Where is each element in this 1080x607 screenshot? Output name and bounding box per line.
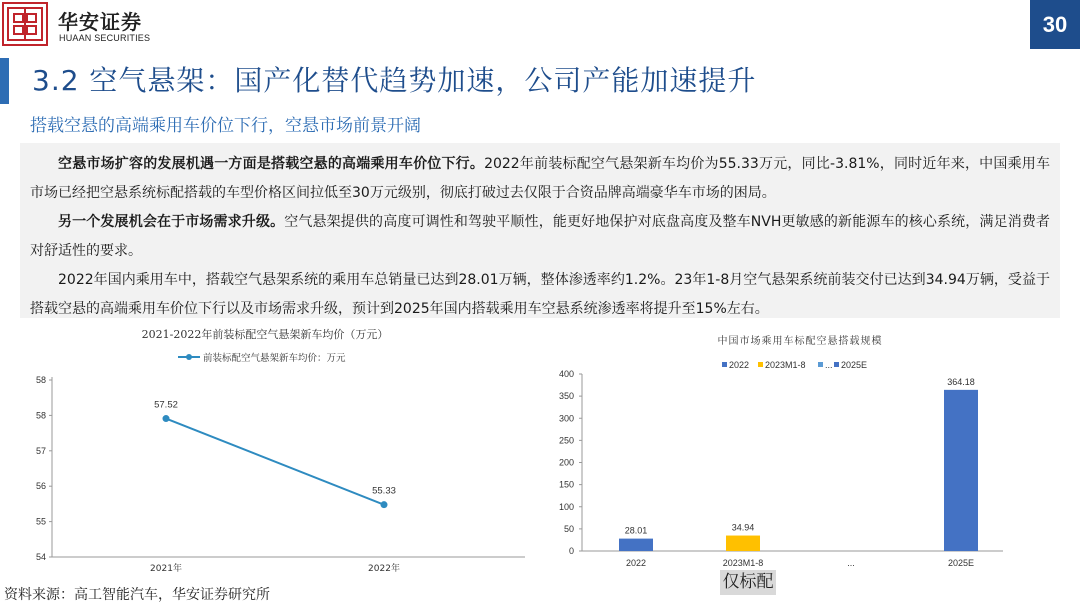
line-y-tick-label: 58 xyxy=(35,375,46,385)
page-title: 3.2 空气悬架：国产化替代趋势加速，公司产能加速提升 xyxy=(32,64,757,97)
bar-legend-label: 2023M1-8 xyxy=(765,360,806,370)
bar-x-tick-label: ... xyxy=(847,558,855,568)
source-note: 资料来源：高工智能汽车，华安证券研究所 xyxy=(4,587,270,603)
bar-3 xyxy=(944,390,978,551)
bar-y-tick-label: 400 xyxy=(558,369,574,379)
line-x-tick-label: 2021年 xyxy=(150,564,182,574)
bar-0 xyxy=(619,539,653,551)
brand-name-en: HUAAN SECURITIES xyxy=(59,33,151,43)
line-data-point xyxy=(163,415,170,422)
line-y-tick-label: 58 xyxy=(35,410,46,421)
bar-data-label: 34.94 xyxy=(731,522,755,533)
line-series-path xyxy=(166,419,384,505)
line-data-label: 55.33 xyxy=(372,485,396,497)
bar-legend-label: ... xyxy=(825,360,833,370)
page-number: 30 xyxy=(1030,0,1080,49)
bar-data-label: 364.18 xyxy=(947,376,975,387)
bar-x-tick-label: 2025E xyxy=(947,558,975,568)
bar-x-tick-label: 2022 xyxy=(625,558,647,568)
title-accent-bar xyxy=(0,58,9,104)
line-x-tick-label: 2022年 xyxy=(368,564,400,574)
bar-legend-swatch xyxy=(722,362,727,367)
bar-y-tick-label: 200 xyxy=(558,457,574,468)
bar-y-tick-label: 0 xyxy=(568,546,574,556)
line-y-tick-label: 56 xyxy=(35,481,46,492)
bar-chart-title: 中国市场乘用车标配空悬搭载规模 xyxy=(717,336,883,347)
line-chart-title: 2021-2022年前装标配空气悬架新车均价（万元） xyxy=(141,328,389,341)
bar-y-tick-label: 250 xyxy=(558,435,574,446)
bar-y-tick-label: 350 xyxy=(558,391,574,402)
bar-y-tick-label: 300 xyxy=(558,413,574,424)
bar-legend-swatch xyxy=(834,362,839,367)
bar-data-label: 28.01 xyxy=(624,525,648,536)
paragraph-2 xyxy=(30,208,1050,266)
line-data-point xyxy=(381,501,388,508)
bar-1 xyxy=(726,536,760,551)
paragraph-3-text: 2022年国内乘用车中，搭载空气悬架系统的乘用车总销量已达到28.01万辆，整体渗透率约1.2%。23年1-8月空气悬架系统前装交付已达到34.94万辆，受益于搭载空悬的高端乘用车价位下行以及市场需求升级，预计到2025年国内搭载乘用车空悬系统渗透率将提升至15%左右。 xyxy=(30,272,1050,317)
huaan-logo-icon xyxy=(2,2,48,46)
line-y-tick-label: 57 xyxy=(35,445,46,456)
page-subtitle: 搭载空悬的高端乘用车价位下行，空悬市场前景开阔 xyxy=(30,116,421,136)
charts-area xyxy=(0,318,1080,580)
line-legend-label: 前装标配空气悬架新车均价：万元 xyxy=(203,353,346,364)
bar-y-tick-label: 150 xyxy=(558,479,574,490)
paragraph-1 xyxy=(30,150,1050,208)
line-y-tick-label: 54 xyxy=(35,552,46,562)
bar-y-tick-label: 50 xyxy=(563,523,574,534)
paragraph-1-text: 2022年前装标配空气悬架新车均价为55.33万元，同比-3.81%，同时近年来，中国乘用车市场已经把空悬系统标配搭载的车型价格区间拉低至30万元级别，彻底打破过去仅限于合资品牌高端豪华车市场的困局。 xyxy=(30,156,1050,201)
paragraph-2-bold: 另一个发展机会在于市场需求升级。 xyxy=(58,214,285,230)
standard-only-note: 仅标配 xyxy=(720,570,776,595)
paragraph-3 xyxy=(30,266,1050,324)
bar-y-tick-label: 100 xyxy=(558,501,574,512)
line-y-tick-label: 55 xyxy=(35,516,46,527)
bar-legend-swatch xyxy=(818,362,823,367)
line-data-label: 57.52 xyxy=(154,399,178,411)
bar-legend-label: 2022 xyxy=(729,360,750,370)
summary-text-box xyxy=(20,143,1060,318)
bar-legend-swatch xyxy=(758,362,763,367)
bar-legend-label: 2025E xyxy=(841,360,868,370)
line-legend-marker xyxy=(186,354,192,360)
paragraph-2-text: 空气悬架提供的高度可调性和驾驶平顺性，能更好地保护对底盘高度及整车NVH更敏感的新能源车的核心系统，满足消费者对舒适性的要求。 xyxy=(30,214,1050,259)
brand-name-cn: 华安证券 xyxy=(58,10,142,34)
paragraph-1-bold: 空悬市场扩容的发展机遇一方面是搭载空悬的高端乘用车价位下行。 xyxy=(58,156,485,172)
bar-x-tick-label: 2023M1-8 xyxy=(722,558,764,568)
